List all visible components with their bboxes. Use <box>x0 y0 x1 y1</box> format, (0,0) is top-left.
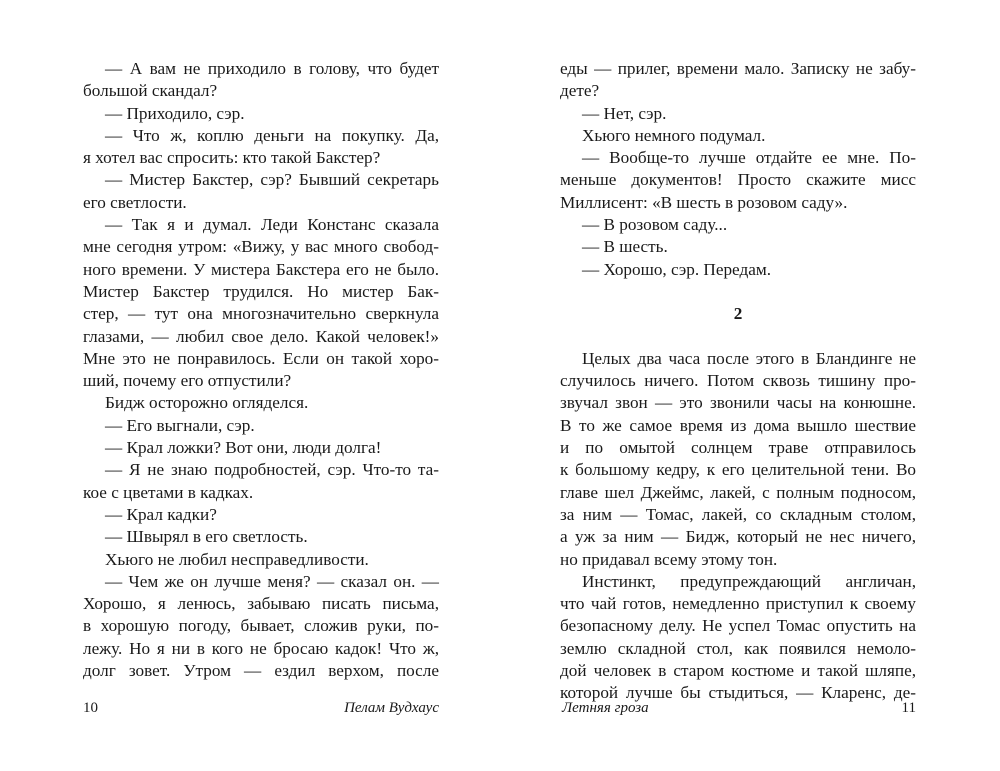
text-line: мне сегодня утром: «Вижу, у вас много свобод- <box>83 237 439 257</box>
text-line: — В розовом саду... <box>582 215 728 235</box>
text-line: ного времени. У мистера Бакстера его не было. <box>83 259 439 279</box>
text-line: — Хорошо, сэр. Передам. <box>582 259 772 279</box>
text-line <box>560 326 916 348</box>
text-line: — Крал кадки? <box>105 504 217 524</box>
text-line: — Приходило, сэр. <box>105 103 245 123</box>
text-line: меньше документов! Просто скажите мисс <box>560 170 916 190</box>
text-line: — Нет, сэр. <box>582 103 667 123</box>
text-line: — В шесть. <box>582 237 668 257</box>
text-line: дой человек в старом костюме и такой шляпе, <box>560 661 916 681</box>
text-line: долг зовет. Утром — ездил верхом, после <box>83 661 439 681</box>
text-line: большой скандал? <box>83 81 218 101</box>
text-line: — Так я и думал. Леди Констанс сказала <box>105 215 439 235</box>
text-line: Мистер Бакстер трудился. Но мистер Бак- <box>83 281 439 301</box>
text-line: лежу. Но я ни в кого не бросаю кадок! Что ж, <box>83 638 439 658</box>
text-line: — А вам не приходило в голову, что будет <box>105 59 439 78</box>
text-line: В то же самое время из дома вышло шествие <box>560 415 916 435</box>
text-line: за ним — Томас, лакей, со складным столом, <box>560 504 916 524</box>
left-page-text <box>83 58 439 682</box>
text-line: кое с цветами в кадках. <box>83 482 254 502</box>
text-line: Инстинкт, предупреждающий англичан, <box>582 571 916 591</box>
text-line: — Его выгнали, сэр. <box>105 415 255 435</box>
text-line: а уж за ним — Бидж, который не нес ничего, <box>560 527 916 547</box>
text-line: случилось ничего. Потом сквозь тишину про- <box>560 371 916 391</box>
right-page-text <box>560 58 916 705</box>
text-line: еды — прилег, времени мало. Записку не забу- <box>560 59 916 78</box>
text-line: дете? <box>560 81 600 101</box>
text-line: что чай готов, немедленно приступил к своему <box>560 594 916 614</box>
text-line: — Мистер Бакстер, сэр? Бывший секретарь <box>105 170 439 190</box>
right-page <box>500 0 1000 771</box>
right-running-title: Летняя гроза <box>562 700 649 716</box>
text-line: главе шел Джеймс, лакей, с полным подносом, <box>560 482 916 502</box>
text-line: землю складной стол, как появился немоло- <box>560 638 916 658</box>
text-line: — Швырял в его светлость. <box>105 527 308 547</box>
text-line: звучал звон — это звонили часы на конюшне. <box>560 393 916 413</box>
left-running-title: Пелам Вудхаус <box>344 700 439 716</box>
chapter-heading: 2 <box>733 304 743 324</box>
text-line: — Что ж, коплю деньги на покупку. Да, <box>105 125 439 145</box>
text-line: безопасному делу. Не успел Томас опустить на <box>560 616 916 636</box>
text-line <box>560 281 916 303</box>
text-line: Хьюго не любил несправедливости. <box>105 549 369 569</box>
text-line: стер, — тут она многозначительно сверкнула <box>83 304 439 324</box>
right-page-number: 11 <box>901 700 916 716</box>
text-line: Хорошо, я ленюсь, забываю писать письма, <box>83 594 439 614</box>
text-line: я хотел вас спросить: кто такой Бакстер? <box>83 148 381 168</box>
text-line: Хьюго немного подумал. <box>582 125 766 145</box>
text-line: но придавал всему этому тон. <box>560 549 778 569</box>
text-line: — Чем же он лучше меня? — сказал он. — <box>105 571 439 591</box>
text-line: — Крал ложки? Вот они, люди долга! <box>105 438 382 458</box>
text-line: в хорошую погоду, бывает, сложив руки, по- <box>83 616 439 636</box>
text-line: — Вообще-то лучше отдайте ее мне. По- <box>582 148 916 168</box>
text-line: — Я не знаю подробностей, сэр. Что-то та- <box>105 460 439 480</box>
text-line: Бидж осторожно огляделся. <box>105 393 309 413</box>
left-page-number: 10 <box>83 700 98 716</box>
text-line: к большому кедру, к его целительной тени. Во <box>560 460 916 480</box>
text-line: ший, почему его отпустили? <box>83 371 292 391</box>
text-line: Мне это не понравилось. Если он такой хоро- <box>83 348 439 368</box>
text-line: его светлости. <box>83 192 187 212</box>
text-line: Целых два часа после этого в Бландинге не <box>582 348 916 368</box>
text-line: которой лучше бы стыдиться, — Кларенс, де- <box>560 683 916 703</box>
text-line: Миллисент: «В шесть в розовом саду». <box>560 192 848 212</box>
text-line: и по омытой солнцем траве отправилось <box>560 438 916 458</box>
text-line: глазами, — любил свое дело. Какой человек!» <box>83 326 439 346</box>
